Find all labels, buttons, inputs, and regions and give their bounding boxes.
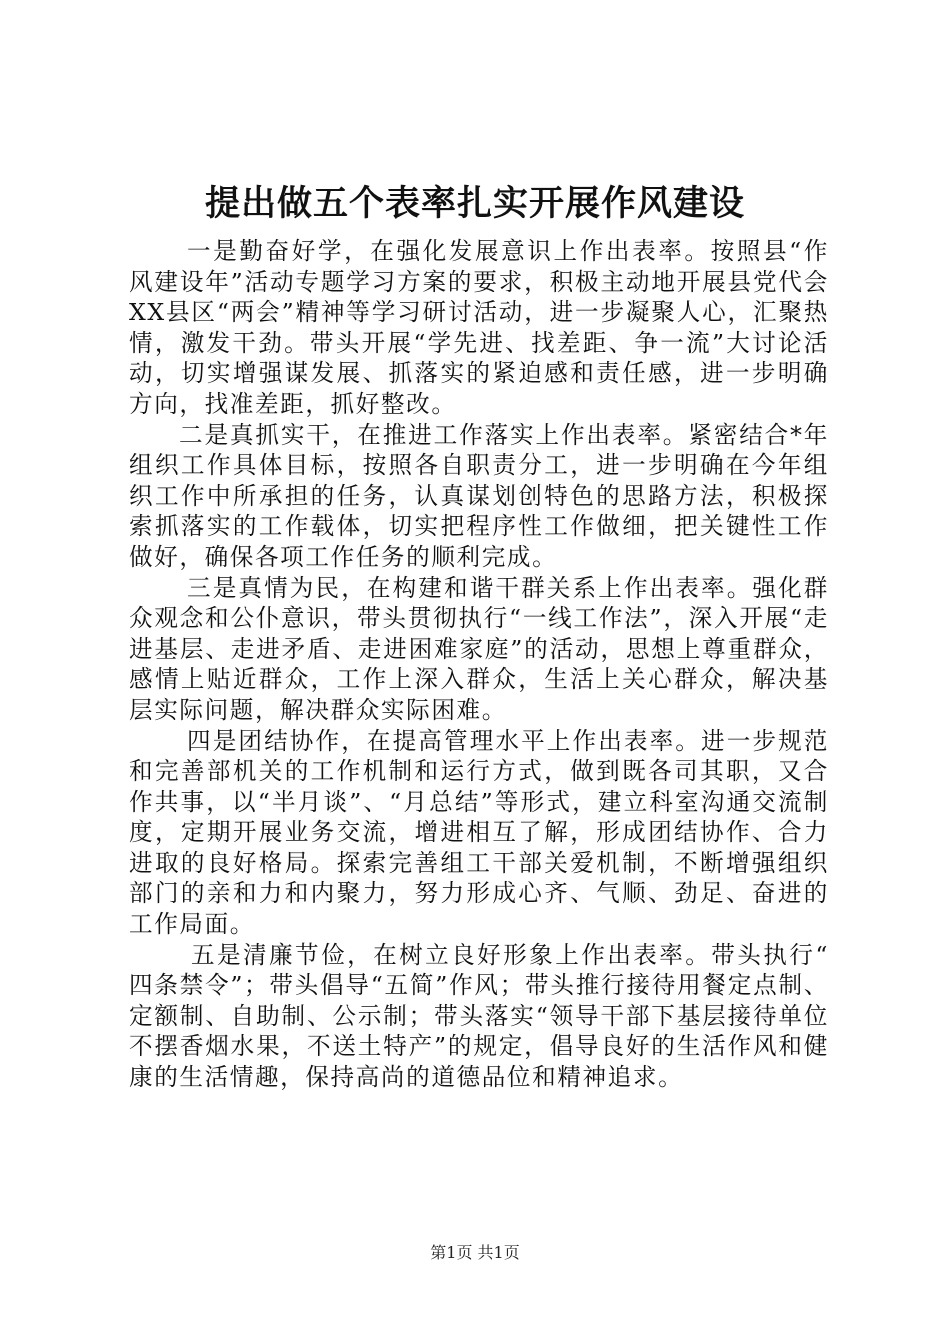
paragraph-1: 一是勤奋好学，在强化发展意识上作出表率。按照县“作风建设年”活动专题学习方案的要求，积极主动地开展县党代会XX县区“两会”精神等学习研讨活动，进一步凝聚人心，汇聚热情，激发干劲。带头开展“学先进、找差距、争一流”大讨论活动，切实增强谋发展、抓落实的紧迫感和责任感，进一步明确方向，找准差距，抓好整改。 [129,237,829,418]
paragraph-2: 二是真抓实干，在推进工作落实上作出表率。紧密结合*年组织工作具体目标，按照各自职责分工，进一步明确在今年组织工作中所承担的任务，认真谋划创特色的思路方法，积极探索抓落实的工作载体，切实把程序性工作做细，把关键性工作做好，确保各项工作任务的顺利完成。 [129,420,829,571]
paragraph-3: 三是真情为民，在构建和谐干群关系上作出表率。强化群众观念和公仆意识，带头贯彻执行“一线工作法”，深入开展“走进基层、走进矛盾、走进困难家庭”的活动，思想上尊重群众，感情上贴近群众，工作上深入群众，生活上关心群众，解决基层实际问题，解决群众实际困难。 [129,573,829,724]
paragraph-5: 五是清廉节俭，在树立良好形象上作出表率。带头执行“四条禁令”；带头倡导“五简”作风；带头推行接待用餐定点制、定额制、自助制、公示制；带头落实“领导干部下基层接待单位不摆香烟水果，不送土特产”的规定，倡导良好的生活作风和健康的生活情趣，保持高尚的道德品位和精神追求。 [129,940,829,1092]
document-body [129,236,829,1093]
page-number-footer: 第1页 共1页 [430,1243,520,1262]
document-title: 提出做五个表率扎实开展作风建设 [204,183,745,224]
paragraph-4: 四是团结协作，在提高管理水平上作出表率。进一步规范和完善部机关的工作机制和运行方式，做到既各司其职，又合作共事，以“半月谈”、“月总结”等形式，建立科室沟通交流制度，定期开展业务交流，增进相互了解，形成团结协作、合力进取的良好格局。探索完善组工干部关爱机制，不断增强组织部门的亲和力和内聚力，努力形成心齐、气顺、劲足、奋进的工作局面。 [129,726,829,939]
